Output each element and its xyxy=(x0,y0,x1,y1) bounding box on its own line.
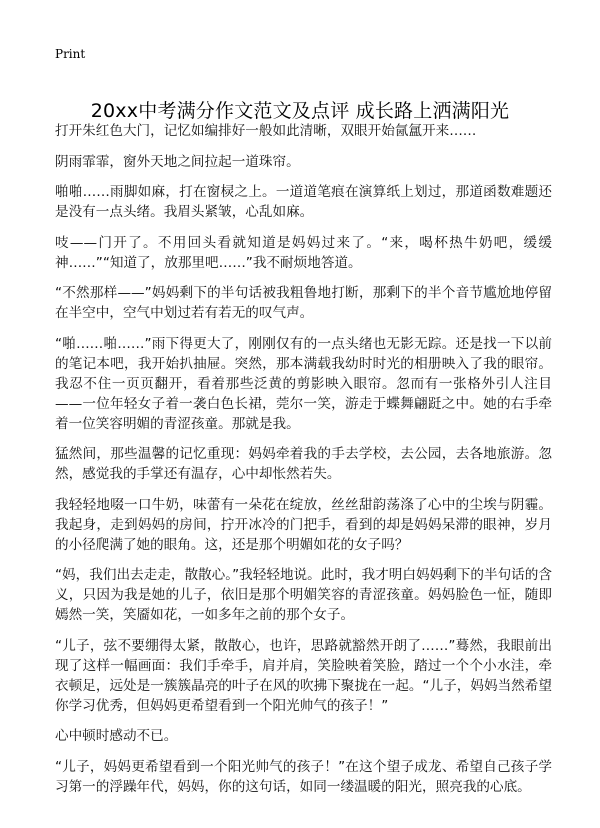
paragraph: 打开朱红色大门，记忆如编排好一般如此清晰，双眼开始氤氲开来…… xyxy=(55,123,477,139)
paragraph: “妈，我们出去走走，散散心。”我轻轻地说。此时，我才明白妈妈剩下的半句话的含义，只因为我是她的儿子，依旧是那个明媚笑容的青涩孩童。妈妈脸色一怔，随即嫣然一笑，笑靥如花，一如多年之前的那个女子。 xyxy=(55,567,552,623)
paragraph: 猛然间，那些温馨的记忆重现：妈妈牵着我的手去学校，去公园，去各地旅游。忽然，感觉我的手掌还有温存，心中却怅然若失。 xyxy=(55,446,552,482)
paragraph: “不然那样——”妈妈剩下的半句话被我粗鲁地打断，那剩下的半个音节尴尬地停留在半空中，空气中划过若有若无的叹气声。 xyxy=(55,285,552,321)
paragraph: “啪……啪……”雨下得更大了，刚刚仅有的一点头绪也无影无踪。还是找一下以前的笔记本吧，我开始扒抽屉。突然，那本满载我幼时时光的相册映入了我的眼帘。我忍不住一页页翻开，看着那些泛黄的剪影映入眼帘。忽而有一张格外引人注目——一位年轻女子着一袭白色长裙，莞尔一笑，游走于蝶舞翩跹之中。她的右手牵着一位笑容明媚的青涩孩童。那就是我。 xyxy=(55,335,552,432)
paragraph: 吱——门开了。不用回头看就知道是妈妈过来了。“来，喝杯热牛奶吧，缓缓神……”“知道了，放那里吧……”我不耐烦地答道。 xyxy=(55,234,552,271)
paragraph: 我轻轻地啜一口牛奶，味蕾有一朵花在绽放，丝丝甜韵荡涤了心中的尘埃与阴霾。我起身，走到妈妈的房间，拧开冰冷的门把手，看到的却是妈妈呆滞的眼神，岁月的小径爬满了她的眼角。这，还是那个明媚如花的女子吗？ xyxy=(55,496,552,553)
paragraph: 啪啪……雨脚如麻，打在窗棂之上。一道道笔痕在演算纸上划过，那道函数难题还是没有一点头绪。我眉头紧皱，心乱如麻。 xyxy=(55,184,552,220)
paragraph: “儿子，弦不要绷得太紧，散散心，也许，思路就豁然开朗了……”蓦然，我眼前出现了这样一幅画面：我们手牵手，肩并肩，笑脸映着笑脸，踏过一个个小水洼，牵衣顿足，远处是一簇簇晶亮的叶子在风的吹拂下聚拢在一起。“儿子，妈妈当然希望你学习优秀，但妈妈更希望看到一个阳光帅气的孩子！” xyxy=(55,637,552,714)
document-title: 20xx中考满分作文范文及点评 成长路上洒满阳光 xyxy=(90,99,510,122)
paragraph: “儿子，妈妈更希望看到一个阳光帅气的孩子！”在这个望子成龙、希望自己孩子学习第一的浮躁年代，妈妈，你的这句话，如同一缕温暖的阳光，照亮我的心底。 xyxy=(55,758,552,795)
print-label: Print xyxy=(55,47,86,61)
paragraph: 心中顿时感动不已。 xyxy=(55,728,178,744)
essay-body xyxy=(55,121,552,807)
paragraph: 阴雨霏霏，窗外天地之间拉起一道珠帘。 xyxy=(55,153,300,170)
